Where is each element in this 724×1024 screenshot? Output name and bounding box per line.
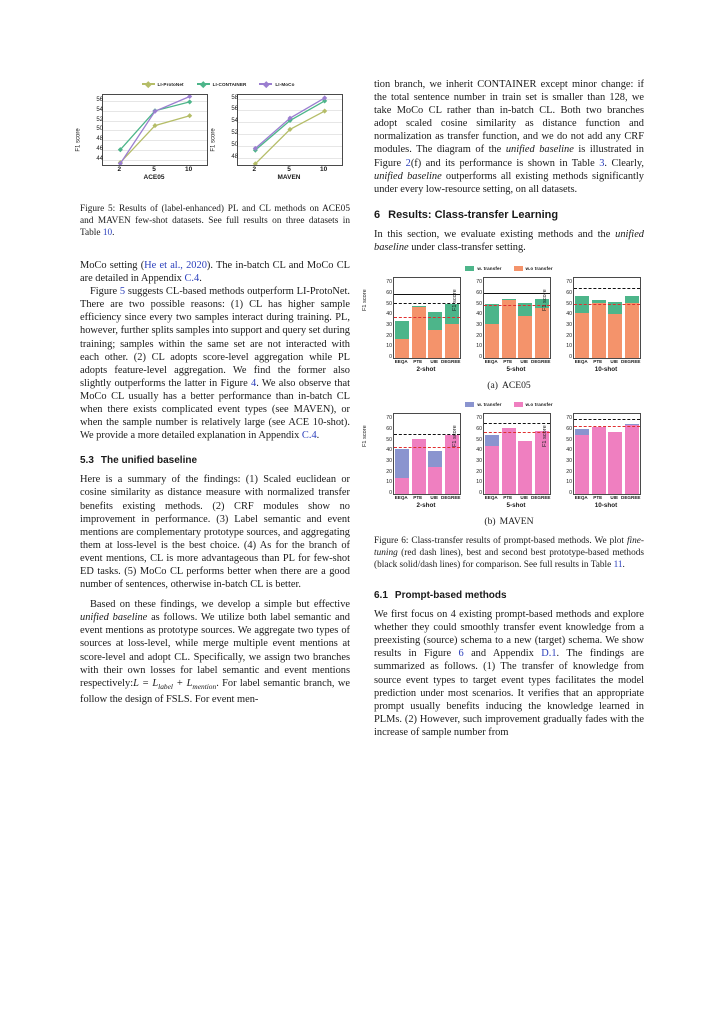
y-axis-tick: 50 [386, 436, 392, 443]
right-paragraph-3 [374, 608, 644, 739]
bar-segment-wo-transfer [518, 441, 532, 494]
bar-segment-wo-transfer [428, 330, 442, 358]
y-axis-tick: 60 [566, 290, 572, 297]
stacked-bar [625, 296, 639, 358]
legend-line-icon [142, 83, 155, 85]
y-axis-tick: 20 [476, 332, 482, 339]
right-paragraph-2 [374, 228, 644, 254]
stacked-bar [518, 303, 532, 358]
y-axis-tick: 0 [569, 354, 572, 361]
y-axis-tick: 10 [566, 479, 572, 486]
bar-chart-maven-5shot [452, 411, 552, 515]
rpara1-italic-unified-baseline-2: unified baseline [374, 170, 442, 182]
y-axis-label: F1 score [362, 425, 368, 448]
y-axis-tick: 56 [96, 96, 103, 103]
ref-appendix-c4[interactable]: C.4 [184, 273, 200, 285]
y-axis-tick: 70 [476, 415, 482, 422]
x-axis-category: PTE [593, 495, 603, 501]
stacked-bar [445, 304, 459, 358]
rpara1-italic-unified-baseline: unified baseline [505, 144, 574, 156]
equation-sub-mention: mention [192, 681, 217, 691]
y-axis-tick: 46 [96, 146, 103, 153]
para2-text-b: suggests CL-based methods outperform LI-ProtoNet. There are two possible reasons: (1) CL has higher sample efficiency since every two samples interact during training. PL, however, further splits samples into support and query set during training; samples within the same set are not interacted with each other. (2) CL adopts score-level aggregation while PL adopts feature-level aggregation. We find the former also slightly outperforms the latter in Figure [80, 286, 350, 389]
y-axis-tick: 20 [386, 468, 392, 475]
y-axis-tick: 54 [96, 106, 103, 113]
y-axis-tick: 52 [231, 130, 238, 137]
equation-sub-label: label [158, 681, 173, 691]
citation-he-2020[interactable]: He et al., 2020 [144, 260, 207, 271]
figure-6a-legend [374, 263, 644, 274]
x-axis-category: DEGREE [531, 359, 551, 365]
legend-item-li-moco [259, 82, 294, 87]
x-axis-category: EEQA [394, 495, 408, 501]
figure-6a-subcaption [374, 380, 644, 391]
para1-text-b: ). The in-batch CL and MoCo CL are detailed in Appendix [80, 260, 350, 285]
stacked-bar [485, 304, 499, 358]
bar-segment-wo-transfer [592, 427, 606, 494]
equation-part-2: + L [172, 677, 193, 689]
y-axis-tick: 40 [476, 447, 482, 454]
figure-6-caption-italic: fine-tuning [374, 536, 644, 559]
bar-segment-wo-transfer [428, 467, 442, 494]
y-axis-tick: 30 [386, 458, 392, 465]
bar-segment-wo-transfer [575, 435, 589, 494]
rpara2-text-b: under class-transfer setting. [408, 241, 526, 253]
rpara1-text-a: tion branch, we inherit CONTAINER except minor change: if the total sentence number in train set is smaller than 128, we take MoCo CL rather than in-batch CL. Both two branches adopt scaled cosine similarity as distance function and normalization as transfer function, and we do not add any CRF modules. The diagram of the [374, 79, 644, 156]
reference-line-red-dash [394, 317, 460, 318]
stacked-bar [485, 435, 499, 494]
para1-text-c: . [199, 273, 202, 285]
bar-segment-wo-transfer [502, 428, 516, 494]
left-column [75, 78, 350, 978]
y-axis-tick: 10 [566, 343, 572, 350]
figure-6-caption-prefix: Figure 6: [374, 536, 409, 547]
x-axis-category: UIE [610, 359, 619, 365]
x-axis-tick: 2 [252, 166, 257, 173]
y-axis-tick: 60 [476, 290, 482, 297]
bar-segment-wo-transfer [592, 303, 606, 358]
bar-segment-wo-transfer [608, 314, 622, 358]
y-axis-tick: 50 [96, 126, 103, 133]
legend-label: w.o transfer [525, 402, 553, 408]
y-axis-tick: 50 [476, 300, 482, 307]
rpara2-italic-unified-baseline: unified baseline [374, 228, 644, 253]
plot-panel [393, 277, 461, 359]
plot-panel [483, 277, 551, 359]
x-axis-category: EEQA [394, 359, 408, 365]
reference-line-black-solid [394, 294, 460, 295]
stacked-bar [575, 429, 589, 494]
y-axis-tick: 10 [386, 479, 392, 486]
y-axis-label: F1 score [362, 289, 368, 312]
plot-panel [393, 413, 461, 495]
x-axis-tick: 5 [287, 166, 291, 173]
legend-label: LI-MoCo [275, 81, 295, 87]
line-chart-ace05 [75, 92, 211, 188]
stacked-bar [395, 449, 409, 494]
rpara3-text-c: . The findings are summarized as follows. (1) The transfer of knowledge from source event types to target event types facilitates the model prediction under most scenarios. It verifies that an appropriate prompt usually benefits inducing the knowledge learned in PLMs. (2) However, such improvement gradually fades with the increase of sample number from [374, 648, 644, 738]
section-heading-6 [374, 209, 644, 222]
y-axis-tick: 0 [389, 490, 392, 497]
rpara1-text-b: is illustrated in Figure [374, 144, 644, 169]
x-axis-tick: 5 [152, 166, 156, 173]
ref-appendix-d1[interactable]: D.1 [541, 648, 557, 660]
legend-swatch-icon [514, 402, 523, 407]
bar-segment-w-transfer [485, 435, 499, 446]
y-axis-tick: 60 [476, 426, 482, 433]
y-axis-label: F1 score [542, 425, 548, 448]
x-axis-category: UIE [610, 495, 619, 501]
y-axis-tick: 70 [566, 279, 572, 286]
y-axis-tick: 70 [386, 415, 392, 422]
x-axis-category: PTE [593, 359, 603, 365]
section-heading-5-3 [80, 455, 350, 467]
x-axis-label: 10-shot [594, 366, 618, 374]
section-heading-6-1 [374, 590, 644, 602]
x-axis-category: UIE [430, 495, 439, 501]
y-axis-tick: 40 [476, 311, 482, 318]
stacked-bar [608, 302, 622, 359]
y-axis-label: F1 score [452, 289, 458, 312]
figure-6-caption-3: . [622, 560, 625, 571]
y-axis-label: F1 score [210, 128, 217, 152]
bar-segment-w-transfer [485, 304, 499, 324]
bar-segment-wo-transfer [395, 478, 409, 494]
ref-appendix-c4-2[interactable]: C.4 [301, 430, 317, 442]
y-axis-tick: 30 [476, 322, 482, 329]
figure-6b-subcaption [374, 516, 644, 527]
bar-segment-wo-transfer [502, 300, 516, 358]
bar-segment-wo-transfer [575, 313, 589, 358]
x-axis-category: DEGREE [621, 495, 641, 501]
x-axis-category: EEQA [574, 359, 588, 365]
series-layer [238, 95, 342, 165]
reference-line-red-dash [574, 304, 640, 305]
y-axis-tick: 48 [96, 136, 103, 143]
legend-item-w-transfer-b [465, 402, 501, 407]
figure-5-caption-ref[interactable]: 10 [102, 228, 113, 238]
y-axis-tick: 70 [566, 415, 572, 422]
subcaption-label: (b) [484, 516, 496, 528]
left-paragraph-1 [80, 259, 350, 285]
y-axis-tick: 10 [476, 343, 482, 350]
x-axis-tick: 2 [117, 166, 122, 173]
section-number: 6.1 [374, 590, 388, 602]
y-axis-tick: 30 [566, 458, 572, 465]
y-axis-tick: 40 [386, 311, 392, 318]
y-axis-tick: 20 [566, 332, 572, 339]
legend-label: w. transfer [477, 266, 502, 272]
x-axis-category: DEGREE [441, 495, 461, 501]
y-axis-tick: 60 [566, 426, 572, 433]
rpara1-text-e: outperforms all existing methods significantly under every low-resource setting, on all datasets. [374, 170, 644, 195]
legend-label: w. transfer [477, 402, 502, 408]
section-title: Prompt-based methods [394, 590, 507, 602]
stacked-bar [395, 321, 409, 358]
left-paragraph-4 [80, 598, 350, 706]
figure-5-caption-text: Results of (label-enhanced) PL and CL methods on ACE05 and MAVEN few-shot datasets. See full results on three datasets in Table [80, 204, 350, 238]
y-axis-tick: 50 [476, 436, 482, 443]
figure-6b-maven [362, 399, 644, 529]
bar-segment-w-transfer [395, 321, 409, 339]
stacked-bar [412, 306, 426, 358]
x-axis-category: DEGREE [531, 495, 551, 501]
reference-line-black-dash [574, 419, 640, 420]
y-axis-tick: 50 [231, 142, 238, 149]
legend-item-wo-transfer [514, 266, 553, 271]
two-column-body [75, 78, 645, 978]
legend-label: LI-ProtoNet [157, 81, 184, 87]
line-chart-maven [210, 92, 346, 188]
stacked-bar [518, 441, 532, 494]
y-axis-tick: 0 [479, 490, 482, 497]
y-axis-tick: 20 [476, 468, 482, 475]
x-axis-label: 2-shot [416, 366, 436, 374]
x-axis-category: UIE [430, 359, 439, 365]
ref-table-3[interactable]: 3 [599, 157, 605, 169]
left-paragraph-2 [80, 285, 350, 442]
legend-label: LI-CONTAINER [212, 81, 247, 87]
y-axis-tick: 58 [231, 94, 238, 101]
plot-panel [573, 413, 641, 495]
y-axis-tick: 0 [569, 490, 572, 497]
legend-line-icon [259, 83, 272, 85]
legend-item-w-transfer [465, 266, 501, 271]
y-axis-tick: 40 [386, 447, 392, 454]
y-axis-tick: 10 [476, 479, 482, 486]
rpara3-text-a: We first focus on 4 existing prompt-based methods and explore whether they could smoothly transfer event knowledge from a preexisting (source) schema to a new (target) schema. We show results in Figure [374, 609, 644, 660]
y-axis-tick: 44 [96, 156, 103, 163]
x-axis-category: EEQA [484, 359, 498, 365]
bar-segment-wo-transfer [625, 425, 639, 494]
stacked-bar [428, 312, 442, 358]
figure-5-plots [75, 92, 350, 188]
y-axis-tick: 50 [386, 300, 392, 307]
legend-swatch-icon [514, 266, 523, 271]
figure-6-caption-1: Class-transfer results of prompt-based methods. We plot [408, 536, 627, 547]
x-axis-label: 2-shot [416, 502, 436, 510]
x-axis-category: UIE [520, 495, 529, 501]
stacked-bar [592, 427, 606, 494]
plot-panel [102, 94, 208, 166]
rpara1-text-d: . Clearly, [604, 157, 644, 169]
y-axis-tick: 70 [476, 279, 482, 286]
loss-equation [133, 678, 216, 689]
x-axis-category: PTE [503, 495, 513, 501]
bar-chart-maven-2shot [362, 411, 462, 515]
plot-panel [573, 277, 641, 359]
ref-table-11[interactable]: 11 [613, 560, 623, 571]
bar-segment-wo-transfer [485, 446, 499, 494]
x-axis-category: EEQA [484, 495, 498, 501]
y-axis-tick: 20 [386, 332, 392, 339]
ref-figure-6[interactable]: 6 [458, 648, 464, 660]
para2-text-d: . [316, 430, 320, 442]
legend-item-li-container [197, 82, 247, 87]
x-axis-category: DEGREE [441, 359, 461, 365]
reference-line-red-dash [484, 305, 550, 306]
section-title: Results: Class-transfer Learning [388, 208, 559, 221]
bar-segment-w-transfer [428, 451, 442, 467]
x-axis-category: DEGREE [621, 359, 641, 365]
legend-swatch-icon [465, 402, 474, 407]
para2-text-a: Figure [90, 286, 120, 298]
para4-italic-unified-baseline: unified baseline [80, 612, 148, 624]
ref-figure-2[interactable]: 2 [405, 157, 411, 169]
y-axis-tick: 48 [231, 153, 238, 160]
x-axis-tick: 10 [320, 166, 328, 173]
bar-chart-maven-10shot [542, 411, 642, 515]
bar-segment-w-transfer [395, 449, 409, 478]
equation-part-1: L = L [133, 677, 159, 689]
bar-segment-wo-transfer [485, 324, 499, 358]
bar-segment-w-transfer [575, 296, 589, 313]
stacked-bar [502, 299, 516, 358]
reference-line-black-dash [484, 423, 550, 424]
series-layer [103, 95, 207, 165]
y-axis-tick: 60 [386, 290, 392, 297]
bar-chart-ace05-2shot [362, 275, 462, 379]
legend-item-wo-transfer-b [514, 402, 553, 407]
para4-text-a: Based on these findings, we develop a simple but effective [90, 599, 350, 611]
subcaption-text: ACE05 [501, 380, 531, 392]
x-axis-label: 5-shot [506, 366, 526, 374]
stacked-bar [428, 451, 442, 494]
subcaption-label: (a) [487, 380, 498, 392]
para2-text-c: . We also observe that MoCo CL usually has a better performance than in-batch CL when there exists complicated event types (see MAVEN), or when the sample number is relatively large (see ACE 10-shot). We provide a more detailed explanation in Appendix [80, 377, 350, 442]
reference-line-black-dash [574, 288, 640, 289]
figure-6a-ace05 [362, 263, 644, 393]
y-axis-tick: 40 [566, 447, 572, 454]
x-axis-label: ACE05 [143, 174, 165, 181]
figure-6-caption [374, 535, 644, 571]
bar-segment-wo-transfer [518, 316, 532, 358]
figure-5-legend [86, 78, 350, 90]
para4-text-b: as follows. We utilize both label semantic and event mentions as prototype sources. We aggregate two types of sources at loss-level, while merge multiple event mentions at score-level and adopt CL. Specifically, we assign two branches with their own losses for label semantic and event mentions respectively: [80, 612, 350, 689]
x-axis-tick: 10 [185, 166, 193, 173]
right-paragraph-1 [374, 78, 644, 196]
stacked-bar [502, 428, 516, 494]
figure-5 [75, 78, 350, 196]
legend-item-li-protonet [142, 82, 184, 87]
left-paragraph-3: Here is a summary of the findings: (1) Scaled euclidean or cosine similarity as distance measure with normalized transfer benefits existing methods. (2) CRF modules show no improvement in performance. (3) Label semantic and event mentions are complementary prototype sources, and aggregating them at loss-level is the best choice. (4) As for the branch of event mentions, CL is more advantageous than PL for few-shot ED tasks. (5) MoCo CL performs better when there are a good number of sentences, otherwise in-batch CL is better. [80, 474, 350, 591]
bar-segment-wo-transfer [608, 432, 622, 494]
x-axis-category: PTE [413, 495, 423, 501]
x-axis-category: EEQA [574, 495, 588, 501]
plot-panel [237, 94, 343, 166]
y-axis-label: F1 score [542, 289, 548, 312]
y-axis-tick: 20 [566, 468, 572, 475]
y-axis-label: F1 score [75, 128, 82, 152]
y-axis-label: F1 score [452, 425, 458, 448]
bar-segment-wo-transfer [445, 324, 459, 358]
para4-text-c: . For label semantic branch, we follow the design of FSLS. For event men- [80, 677, 350, 705]
x-axis-label: 10-shot [594, 502, 618, 510]
section-number: 5.3 [80, 455, 94, 467]
reference-line-black-dash [394, 434, 460, 435]
bar-chart-ace05-5shot [452, 275, 552, 379]
y-axis-tick: 30 [566, 322, 572, 329]
figure-5-caption-end: . [112, 228, 115, 238]
ref-figure-5[interactable]: 5 [119, 286, 126, 298]
section-title: The unified baseline [100, 455, 198, 467]
stacked-bar [608, 432, 622, 494]
bar-segment-wo-transfer [395, 339, 409, 358]
y-axis-tick: 60 [386, 426, 392, 433]
legend-swatch-icon [465, 266, 474, 271]
legend-line-icon [197, 83, 210, 85]
figure-5-caption [80, 203, 350, 239]
x-axis-label: MAVEN [277, 174, 301, 181]
stacked-bar [575, 296, 589, 358]
figure-6a-plots [362, 275, 644, 379]
figure-6-caption-2: (red dash lines), best and second best prototype-based methods (black solid/dash lines) for comparison. See full results in Table [374, 548, 644, 571]
bar-segment-wo-transfer [412, 307, 426, 358]
y-axis-tick: 54 [231, 118, 238, 125]
y-axis-tick: 56 [231, 106, 238, 113]
stacked-bar [592, 300, 606, 358]
y-axis-tick: 50 [566, 436, 572, 443]
figure-6b-plots [362, 411, 644, 515]
bar-segment-w-transfer [428, 312, 442, 330]
right-column [362, 78, 644, 978]
bar-segment-wo-transfer [625, 303, 639, 358]
plot-panel [483, 413, 551, 495]
x-axis-label: 5-shot [506, 502, 526, 510]
subcaption-text: MAVEN [499, 516, 534, 528]
y-axis-tick: 52 [96, 116, 103, 123]
rpara3-text-b: and Appendix [463, 648, 542, 660]
bar-chart-ace05-10shot [542, 275, 642, 379]
x-axis-category: PTE [503, 359, 513, 365]
rpara2-text-a: In this section, we evaluate existing methods and the [374, 228, 616, 240]
legend-label: w.o transfer [525, 266, 553, 272]
stacked-bar [625, 424, 639, 494]
y-axis-tick: 0 [479, 354, 482, 361]
figure-6b-legend [374, 399, 644, 410]
reference-line-red-dash [574, 426, 640, 427]
para1-text-a: MoCo setting ( [80, 260, 145, 271]
reference-line-black-dash [394, 303, 460, 304]
figure-5-caption-prefix: Figure 5: [80, 204, 116, 214]
bar-segment-wo-transfer [535, 308, 549, 358]
y-axis-tick: 10 [386, 343, 392, 350]
y-axis-tick: 30 [476, 458, 482, 465]
reference-line-black-solid [484, 293, 550, 294]
y-axis-tick: 70 [386, 279, 392, 286]
x-axis-category: UIE [520, 359, 529, 365]
rpara1-text-c: (f) and its performance is shown in Table [410, 157, 600, 169]
section-number: 6 [374, 208, 381, 221]
y-axis-tick: 0 [389, 354, 392, 361]
reference-line-red-dash [484, 432, 550, 433]
ref-figure-4[interactable]: 4 [250, 377, 257, 389]
y-axis-tick: 30 [386, 322, 392, 329]
y-axis-tick: 40 [566, 311, 572, 318]
reference-line-red-dash [394, 447, 460, 448]
x-axis-category: PTE [413, 359, 423, 365]
y-axis-tick: 50 [566, 300, 572, 307]
